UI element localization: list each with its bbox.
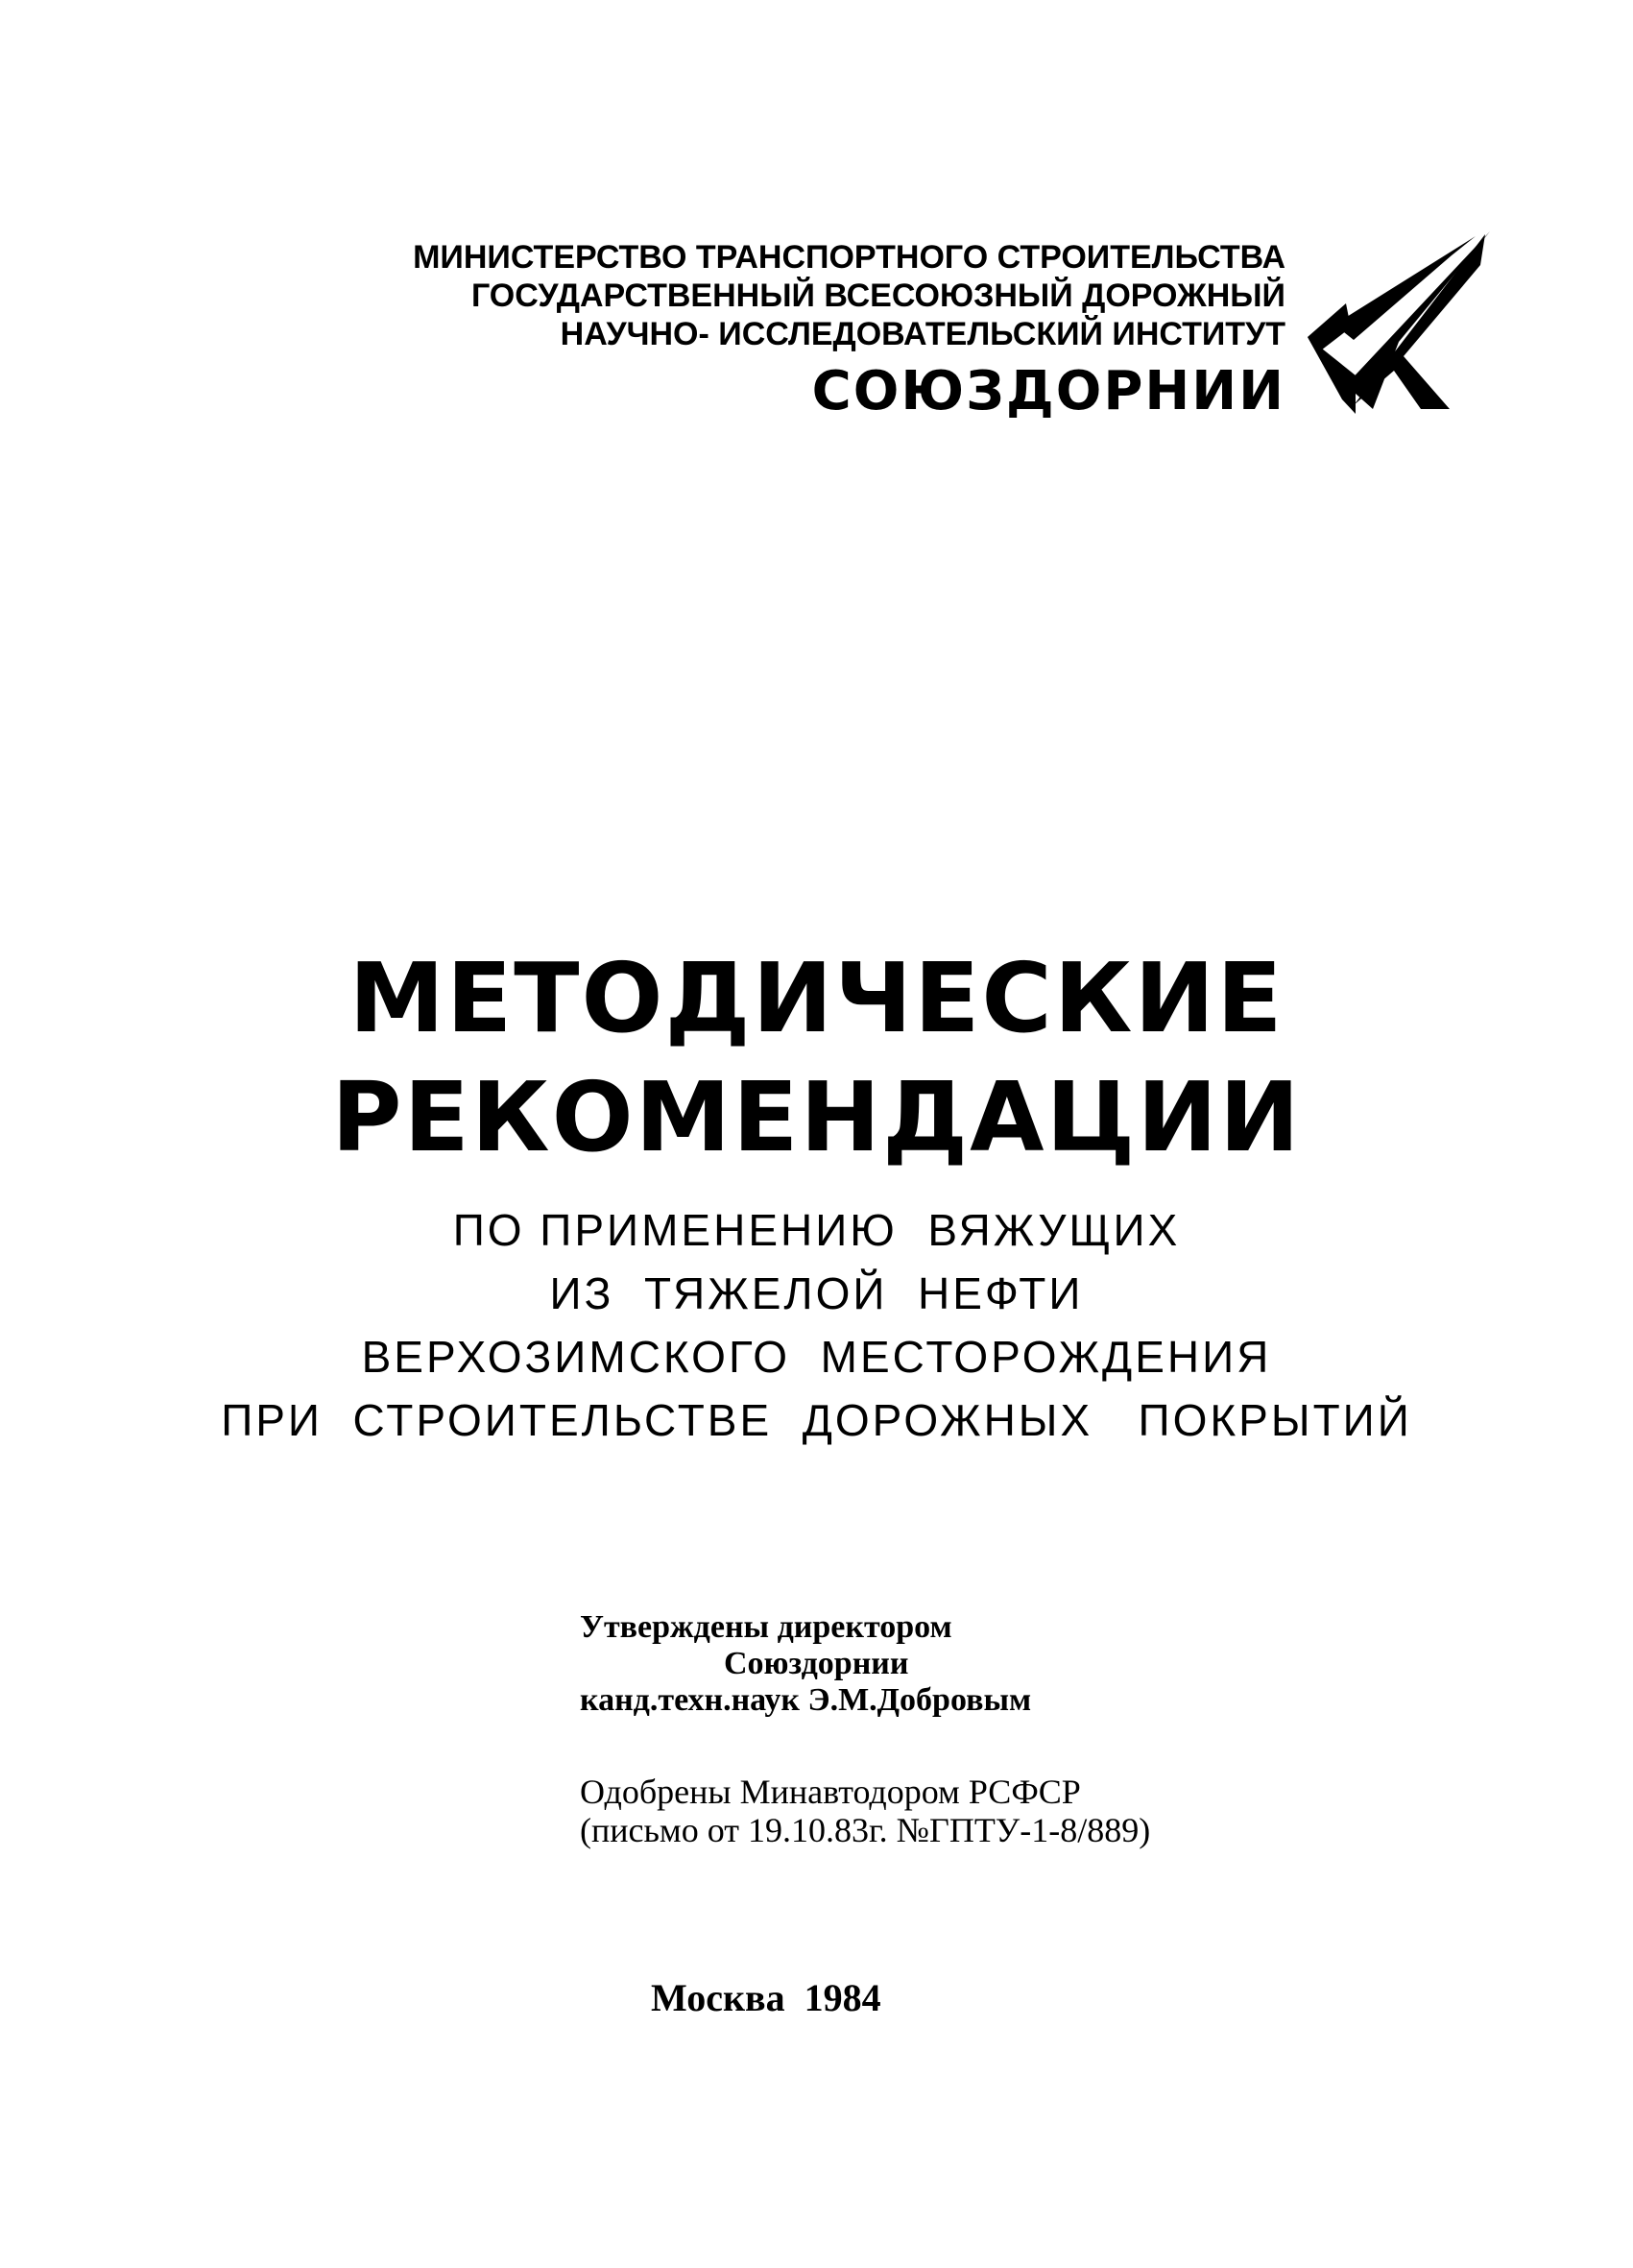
subtitle-line2: ИЗ ТЯЖЕЛОЙ НЕФТИ	[549, 1268, 1084, 1318]
endorsement-line1: Одобрены Минавтодором РСФСР	[580, 1773, 1081, 1811]
title-line1: МЕТОДИЧЕСКИЕ	[348, 942, 1285, 1054]
subtitle	[0, 1198, 1633, 1452]
approval-note	[580, 1609, 1031, 1719]
organization-header	[413, 238, 1285, 421]
approval-line3: канд.техн.наук Э.М.Добровым	[580, 1682, 1032, 1718]
institute-name-line1: ГОСУДАРСТВЕННЫЙ ВСЕСОЮЗНЫЙ ДОРОЖНЫЙ	[470, 277, 1285, 314]
subtitle-line1: ПО ПРИМЕНЕНИЮ ВЯЖУЩИХ	[452, 1205, 1181, 1255]
soyuzdornii-logo-icon	[1308, 227, 1500, 419]
subtitle-line4: ПРИ СТРОИТЕЛЬСТВЕ ДОРОЖНЫХ ПОКРЫТИЙ	[221, 1395, 1412, 1445]
subtitle-line3: ВЕРХОЗИМСКОГО МЕСТОРОЖДЕНИЯ	[361, 1332, 1272, 1382]
organization-name: СОЮЗДОРНИИ	[811, 360, 1285, 422]
institute-name-line2: НАУЧНО- ИССЛЕДОВАТЕЛЬСКИЙ ИНСТИТУТ	[560, 316, 1285, 352]
endorsement-line2: (письмо от 19.10.83г. №ГПТУ-1-8/889)	[580, 1811, 1151, 1849]
title-line2: РЕКОМЕНДАЦИИ	[331, 1061, 1302, 1173]
ministry-name: МИНИСТЕРСТВО ТРАНСПОРТНОГО СТРОИТЕЛЬСТВА	[413, 239, 1285, 276]
publication-place-year: Москва 1984	[651, 1976, 881, 2019]
endorsement-note	[580, 1773, 1150, 1849]
document-title	[0, 939, 1633, 1452]
approval-line1: Утверждены директором	[580, 1609, 952, 1645]
approval-line2: Союздорнии	[724, 1646, 909, 1681]
